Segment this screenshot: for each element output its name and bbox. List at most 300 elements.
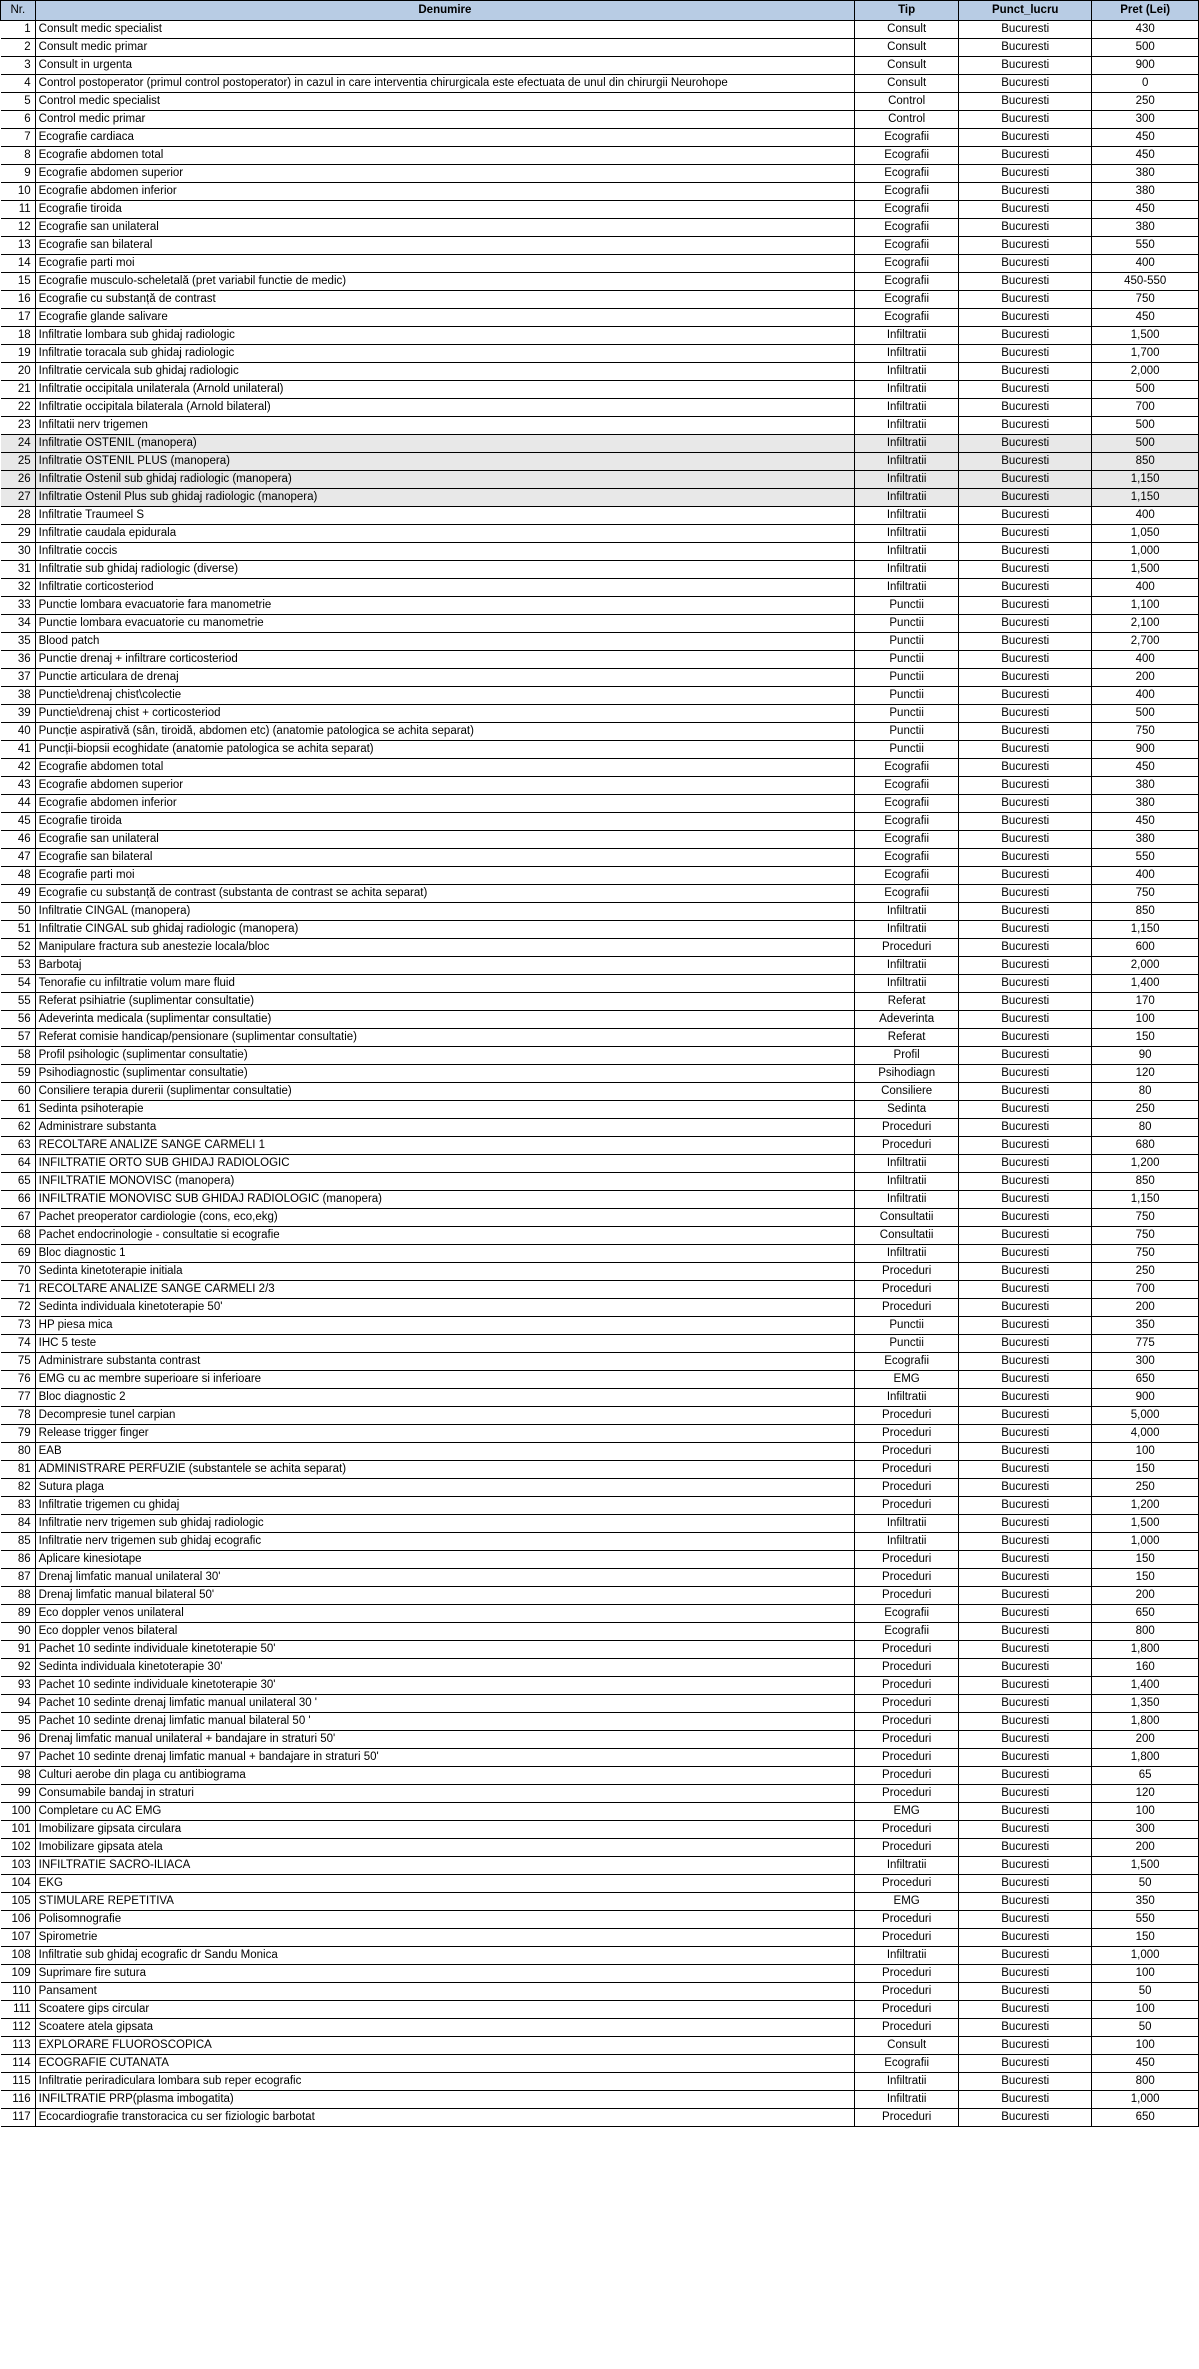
table-row[interactable]	[1, 1497, 1199, 1515]
cell-pret: 1,000	[1092, 543, 1199, 561]
table-row[interactable]	[1, 1803, 1199, 1821]
cell-tip: Ecografii	[855, 147, 959, 165]
table-row[interactable]	[1, 795, 1199, 813]
table-row[interactable]	[1, 2091, 1199, 2109]
cell-tip: Infiltratii	[855, 1245, 959, 1263]
cell-denumire: RECOLTARE ANALIZE SANGE CARMELI 2/3	[35, 1281, 855, 1299]
table-row[interactable]	[1, 21, 1199, 39]
cell-punct-lucru: Bucuresti	[959, 111, 1092, 129]
cell-punct-lucru: Bucuresti	[959, 21, 1092, 39]
table-row[interactable]	[1, 1479, 1199, 1497]
table-row[interactable]	[1, 867, 1199, 885]
cell-punct-lucru: Bucuresti	[959, 345, 1092, 363]
table-row[interactable]	[1, 219, 1199, 237]
cell-denumire: Manipulare fractura sub anestezie locala/bloc	[35, 939, 855, 957]
table-row[interactable]	[1, 1461, 1199, 1479]
table-row[interactable]	[1, 417, 1199, 435]
cell-punct-lucru: Bucuresti	[959, 993, 1092, 1011]
cell-nr: 5	[1, 93, 36, 111]
cell-nr: 46	[1, 831, 36, 849]
table-row[interactable]	[1, 2001, 1199, 2019]
cell-tip: Referat	[855, 1029, 959, 1047]
cell-punct-lucru: Bucuresti	[959, 363, 1092, 381]
cell-pret: 150	[1092, 1029, 1199, 1047]
cell-pret: 1,800	[1092, 1713, 1199, 1731]
cell-punct-lucru: Bucuresti	[959, 2091, 1092, 2109]
cell-pret: 1,500	[1092, 561, 1199, 579]
table-row[interactable]	[1, 93, 1199, 111]
table-row[interactable]	[1, 1425, 1199, 1443]
table-row[interactable]	[1, 345, 1199, 363]
table-row[interactable]	[1, 1965, 1199, 1983]
cell-nr: 16	[1, 291, 36, 309]
cell-tip: Proceduri	[855, 2001, 959, 2019]
cell-punct-lucru: Bucuresti	[959, 219, 1092, 237]
cell-denumire: Consult medic specialist	[35, 21, 855, 39]
cell-nr: 10	[1, 183, 36, 201]
table-row[interactable]	[1, 903, 1199, 921]
table-row[interactable]	[1, 975, 1199, 993]
cell-pret: 750	[1092, 1227, 1199, 1245]
cell-pret: 150	[1092, 1929, 1199, 1947]
cell-punct-lucru: Bucuresti	[959, 1947, 1092, 1965]
table-row[interactable]	[1, 1551, 1199, 1569]
cell-nr: 54	[1, 975, 36, 993]
cell-punct-lucru: Bucuresti	[959, 2073, 1092, 2091]
cell-denumire: Sedinta kinetoterapie initiala	[35, 1263, 855, 1281]
cell-pret: 200	[1092, 1731, 1199, 1749]
table-row[interactable]	[1, 1911, 1199, 1929]
cell-punct-lucru: Bucuresti	[959, 507, 1092, 525]
cell-pret: 80	[1092, 1119, 1199, 1137]
cell-nr: 19	[1, 345, 36, 363]
table-row[interactable]	[1, 705, 1199, 723]
table-row[interactable]	[1, 1569, 1199, 1587]
table-row[interactable]	[1, 1929, 1199, 1947]
table-row[interactable]	[1, 813, 1199, 831]
table-row[interactable]	[1, 2037, 1199, 2055]
cell-tip: Psihodiagn	[855, 1065, 959, 1083]
cell-pret: 700	[1092, 1281, 1199, 1299]
cell-pret: 380	[1092, 165, 1199, 183]
cell-nr: 79	[1, 1425, 36, 1443]
cell-punct-lucru: Bucuresti	[959, 1461, 1092, 1479]
cell-tip: Ecografii	[855, 291, 959, 309]
cell-nr: 80	[1, 1443, 36, 1461]
table-row[interactable]	[1, 1443, 1199, 1461]
table-row[interactable]	[1, 471, 1199, 489]
table-row[interactable]	[1, 1065, 1199, 1083]
cell-nr: 36	[1, 651, 36, 669]
table-row[interactable]	[1, 1029, 1199, 1047]
cell-pret: 750	[1092, 1209, 1199, 1227]
table-row[interactable]	[1, 759, 1199, 777]
cell-tip: Proceduri	[855, 1821, 959, 1839]
cell-nr: 85	[1, 1533, 36, 1551]
cell-pret: 550	[1092, 849, 1199, 867]
table-row[interactable]	[1, 1641, 1199, 1659]
column-header-pret[interactable]: Pret (Lei)	[1092, 1, 1199, 21]
table-row[interactable]	[1, 1209, 1199, 1227]
table-row[interactable]	[1, 1263, 1199, 1281]
table-row[interactable]	[1, 399, 1199, 417]
table-row[interactable]	[1, 2073, 1199, 2091]
cell-tip: Proceduri	[855, 1983, 959, 2001]
cell-tip: Ecografii	[855, 255, 959, 273]
cell-nr: 72	[1, 1299, 36, 1317]
cell-tip: Ecografii	[855, 867, 959, 885]
cell-tip: Punctii	[855, 651, 959, 669]
cell-punct-lucru: Bucuresti	[959, 2019, 1092, 2037]
cell-punct-lucru: Bucuresti	[959, 1677, 1092, 1695]
table-row[interactable]	[1, 1137, 1199, 1155]
cell-punct-lucru: Bucuresti	[959, 2109, 1092, 2127]
cell-denumire: Ecografie cardiaca	[35, 129, 855, 147]
cell-punct-lucru: Bucuresti	[959, 1155, 1092, 1173]
cell-punct-lucru: Bucuresti	[959, 1965, 1092, 1983]
cell-punct-lucru: Bucuresti	[959, 633, 1092, 651]
table-row[interactable]	[1, 2019, 1199, 2037]
cell-punct-lucru: Bucuresti	[959, 1479, 1092, 1497]
table-row[interactable]	[1, 525, 1199, 543]
cell-tip: Proceduri	[855, 1839, 959, 1857]
table-row[interactable]	[1, 183, 1199, 201]
table-row[interactable]	[1, 1875, 1199, 1893]
table-row[interactable]	[1, 1857, 1199, 1875]
cell-pret: 600	[1092, 939, 1199, 957]
cell-punct-lucru: Bucuresti	[959, 471, 1092, 489]
cell-nr: 92	[1, 1659, 36, 1677]
cell-tip: Infiltratii	[855, 1389, 959, 1407]
cell-denumire: Infiltratie lombara sub ghidaj radiologic	[35, 327, 855, 345]
cell-denumire: HP piesa mica	[35, 1317, 855, 1335]
cell-denumire: Infiltratie corticosteriod	[35, 579, 855, 597]
cell-nr: 95	[1, 1713, 36, 1731]
cell-denumire: Barbotaj	[35, 957, 855, 975]
cell-punct-lucru: Bucuresti	[959, 1047, 1092, 1065]
cell-tip: Ecografii	[855, 309, 959, 327]
cell-tip: Proceduri	[855, 1767, 959, 1785]
table-row[interactable]	[1, 1677, 1199, 1695]
table-row[interactable]	[1, 1983, 1199, 2001]
table-row[interactable]	[1, 849, 1199, 867]
table-row[interactable]	[1, 1785, 1199, 1803]
cell-nr: 99	[1, 1785, 36, 1803]
cell-denumire: Ecografie tiroida	[35, 813, 855, 831]
cell-nr: 58	[1, 1047, 36, 1065]
table-row[interactable]	[1, 1191, 1199, 1209]
table-row[interactable]	[1, 291, 1199, 309]
table-row[interactable]	[1, 2109, 1199, 2127]
table-row[interactable]	[1, 957, 1199, 975]
cell-punct-lucru: Bucuresti	[959, 2001, 1092, 2019]
cell-tip: Consult	[855, 2037, 959, 2055]
header-row	[1, 1, 1199, 21]
cell-punct-lucru: Bucuresti	[959, 1407, 1092, 1425]
cell-nr: 1	[1, 21, 36, 39]
cell-tip: Consultatii	[855, 1209, 959, 1227]
cell-denumire: Aplicare kinesiotape	[35, 1551, 855, 1569]
cell-punct-lucru: Bucuresti	[959, 129, 1092, 147]
cell-pret: 1,500	[1092, 1857, 1199, 1875]
table-row[interactable]	[1, 921, 1199, 939]
table-row[interactable]	[1, 1083, 1199, 1101]
cell-pret: 500	[1092, 435, 1199, 453]
cell-tip: Consult	[855, 57, 959, 75]
cell-nr: 116	[1, 2091, 36, 2109]
table-row[interactable]	[1, 165, 1199, 183]
cell-tip: Consultatii	[855, 1227, 959, 1245]
cell-punct-lucru: Bucuresti	[959, 1497, 1092, 1515]
table-row[interactable]	[1, 1695, 1199, 1713]
cell-denumire: Release trigger finger	[35, 1425, 855, 1443]
cell-pret: 2,000	[1092, 363, 1199, 381]
cell-punct-lucru: Bucuresti	[959, 1569, 1092, 1587]
cell-tip: Ecografii	[855, 777, 959, 795]
table-row[interactable]	[1, 993, 1199, 1011]
table-row[interactable]	[1, 1389, 1199, 1407]
table-row[interactable]	[1, 1155, 1199, 1173]
cell-tip: Proceduri	[855, 1137, 959, 1155]
cell-nr: 91	[1, 1641, 36, 1659]
table-row[interactable]	[1, 1605, 1199, 1623]
table-row[interactable]	[1, 1317, 1199, 1335]
table-row[interactable]	[1, 1515, 1199, 1533]
table-row[interactable]	[1, 111, 1199, 129]
cell-denumire: ECOGRAFIE CUTANATA	[35, 2055, 855, 2073]
table-row[interactable]	[1, 255, 1199, 273]
table-row[interactable]	[1, 1353, 1199, 1371]
table-row[interactable]	[1, 57, 1199, 75]
cell-pret: 50	[1092, 2019, 1199, 2037]
table-row[interactable]	[1, 597, 1199, 615]
cell-denumire: INFILTRATIE ORTO SUB GHIDAJ RADIOLOGIC	[35, 1155, 855, 1173]
table-row[interactable]	[1, 363, 1199, 381]
cell-pret: 350	[1092, 1893, 1199, 1911]
table-row[interactable]	[1, 201, 1199, 219]
table-row[interactable]	[1, 39, 1199, 57]
cell-tip: Proceduri	[855, 1407, 959, 1425]
cell-nr: 57	[1, 1029, 36, 1047]
table-row[interactable]	[1, 1281, 1199, 1299]
column-header-denumire[interactable]: Denumire	[35, 1, 855, 21]
table-row[interactable]	[1, 687, 1199, 705]
cell-tip: Infiltratii	[855, 525, 959, 543]
cell-tip: Proceduri	[855, 1263, 959, 1281]
cell-punct-lucru: Bucuresti	[959, 75, 1092, 93]
table-row[interactable]	[1, 831, 1199, 849]
table-row[interactable]	[1, 1299, 1199, 1317]
cell-denumire: Punctie drenaj + infiltrare corticosteriod	[35, 651, 855, 669]
cell-nr: 60	[1, 1083, 36, 1101]
table-row[interactable]	[1, 453, 1199, 471]
table-row[interactable]	[1, 1533, 1199, 1551]
cell-nr: 102	[1, 1839, 36, 1857]
cell-nr: 97	[1, 1749, 36, 1767]
column-header-punct-lucru[interactable]: Punct_lucru	[959, 1, 1092, 21]
cell-tip: Infiltratii	[855, 399, 959, 417]
cell-tip: Proceduri	[855, 1875, 959, 1893]
cell-tip: Ecografii	[855, 1605, 959, 1623]
cell-pret: 250	[1092, 93, 1199, 111]
cell-pret: 650	[1092, 1371, 1199, 1389]
table-row[interactable]	[1, 273, 1199, 291]
cell-pret: 500	[1092, 381, 1199, 399]
table-row[interactable]	[1, 1371, 1199, 1389]
cell-denumire: Sedinta individuala kinetoterapie 50'	[35, 1299, 855, 1317]
table-row[interactable]	[1, 1101, 1199, 1119]
table-row[interactable]	[1, 1749, 1199, 1767]
cell-denumire: INFILTRATIE SACRO-ILIACA	[35, 1857, 855, 1875]
cell-nr: 67	[1, 1209, 36, 1227]
cell-punct-lucru: Bucuresti	[959, 201, 1092, 219]
table-row[interactable]	[1, 885, 1199, 903]
cell-punct-lucru: Bucuresti	[959, 93, 1092, 111]
table-row[interactable]	[1, 741, 1199, 759]
table-row[interactable]	[1, 1227, 1199, 1245]
cell-pret: 50	[1092, 1875, 1199, 1893]
cell-punct-lucru: Bucuresti	[959, 1065, 1092, 1083]
table-row[interactable]	[1, 1407, 1199, 1425]
table-row[interactable]	[1, 75, 1199, 93]
cell-nr: 114	[1, 2055, 36, 2073]
cell-nr: 32	[1, 579, 36, 597]
table-body	[1, 21, 1199, 2127]
table-row[interactable]	[1, 777, 1199, 795]
table-row[interactable]	[1, 561, 1199, 579]
cell-punct-lucru: Bucuresti	[959, 903, 1092, 921]
table-row[interactable]	[1, 1245, 1199, 1263]
table-row[interactable]	[1, 1893, 1199, 1911]
cell-punct-lucru: Bucuresti	[959, 1281, 1092, 1299]
table-row[interactable]	[1, 1623, 1199, 1641]
cell-denumire: Ecografie cu substanță de contrast (substanta de contrast se achita separat)	[35, 885, 855, 903]
cell-pret: 500	[1092, 39, 1199, 57]
column-header-nr[interactable]: Nr.	[1, 1, 36, 21]
cell-denumire: Ecografie san bilateral	[35, 849, 855, 867]
cell-punct-lucru: Bucuresti	[959, 147, 1092, 165]
table-row[interactable]	[1, 1821, 1199, 1839]
table-row[interactable]	[1, 1731, 1199, 1749]
table-row[interactable]	[1, 723, 1199, 741]
cell-denumire: IHC 5 teste	[35, 1335, 855, 1353]
table-row[interactable]	[1, 435, 1199, 453]
cell-punct-lucru: Bucuresti	[959, 1875, 1092, 1893]
table-row[interactable]	[1, 1839, 1199, 1857]
table-row[interactable]	[1, 939, 1199, 957]
cell-denumire: Sutura plaga	[35, 1479, 855, 1497]
cell-nr: 68	[1, 1227, 36, 1245]
cell-nr: 51	[1, 921, 36, 939]
table-row[interactable]	[1, 489, 1199, 507]
cell-pret: 2,000	[1092, 957, 1199, 975]
cell-punct-lucru: Bucuresti	[959, 651, 1092, 669]
cell-nr: 8	[1, 147, 36, 165]
cell-tip: Proceduri	[855, 1749, 959, 1767]
table-row[interactable]	[1, 237, 1199, 255]
cell-denumire: Pachet 10 sedinte drenaj limfatic manual + bandajare in straturi 50'	[35, 1749, 855, 1767]
cell-tip: Infiltratii	[855, 417, 959, 435]
cell-pret: 120	[1092, 1065, 1199, 1083]
table-row[interactable]	[1, 309, 1199, 327]
cell-pret: 400	[1092, 651, 1199, 669]
table-row[interactable]	[1, 1173, 1199, 1191]
cell-pret: 170	[1092, 993, 1199, 1011]
cell-punct-lucru: Bucuresti	[959, 309, 1092, 327]
table-row[interactable]	[1, 147, 1199, 165]
cell-tip: Ecografii	[855, 273, 959, 291]
cell-tip: Proceduri	[855, 1785, 959, 1803]
cell-nr: 98	[1, 1767, 36, 1785]
cell-denumire: Adeverinta medicala (suplimentar consultatie)	[35, 1011, 855, 1029]
table-row[interactable]	[1, 633, 1199, 651]
table-row[interactable]	[1, 579, 1199, 597]
table-row[interactable]	[1, 2055, 1199, 2073]
table-row[interactable]	[1, 507, 1199, 525]
cell-tip: Infiltratii	[855, 435, 959, 453]
table-row[interactable]	[1, 615, 1199, 633]
table-row[interactable]	[1, 1659, 1199, 1677]
cell-denumire: Ecografie musculo-scheletală (pret variabil functie de medic)	[35, 273, 855, 291]
cell-punct-lucru: Bucuresti	[959, 1551, 1092, 1569]
cell-nr: 12	[1, 219, 36, 237]
cell-tip: Infiltratii	[855, 489, 959, 507]
cell-denumire: Infiltratie toracala sub ghidaj radiologic	[35, 345, 855, 363]
table-row[interactable]	[1, 1587, 1199, 1605]
cell-punct-lucru: Bucuresti	[959, 831, 1092, 849]
cell-tip: Ecografii	[855, 201, 959, 219]
table-row[interactable]	[1, 1947, 1199, 1965]
table-row[interactable]	[1, 1335, 1199, 1353]
cell-denumire: Infiltratie occipitala bilaterala (Arnold bilateral)	[35, 399, 855, 417]
cell-denumire: Bloc diagnostic 2	[35, 1389, 855, 1407]
cell-tip: Infiltratii	[855, 1947, 959, 1965]
table-row[interactable]	[1, 1713, 1199, 1731]
table-row[interactable]	[1, 1011, 1199, 1029]
cell-tip: Proceduri	[855, 1497, 959, 1515]
cell-denumire: Bloc diagnostic 1	[35, 1245, 855, 1263]
table-row[interactable]	[1, 1047, 1199, 1065]
cell-nr: 22	[1, 399, 36, 417]
cell-punct-lucru: Bucuresti	[959, 705, 1092, 723]
cell-punct-lucru: Bucuresti	[959, 489, 1092, 507]
table-row[interactable]	[1, 669, 1199, 687]
table-row[interactable]	[1, 327, 1199, 345]
cell-denumire: Profil psihologic (suplimentar consultatie)	[35, 1047, 855, 1065]
column-header-tip[interactable]: Tip	[855, 1, 959, 21]
table-row[interactable]	[1, 381, 1199, 399]
cell-denumire: Infiltratie Ostenil sub ghidaj radiologic (manopera)	[35, 471, 855, 489]
cell-pret: 850	[1092, 903, 1199, 921]
cell-pret: 2,100	[1092, 615, 1199, 633]
table-row[interactable]	[1, 651, 1199, 669]
cell-tip: Proceduri	[855, 1713, 959, 1731]
table-row[interactable]	[1, 543, 1199, 561]
table-row[interactable]	[1, 1119, 1199, 1137]
cell-denumire: Consult medic primar	[35, 39, 855, 57]
table-row[interactable]	[1, 1767, 1199, 1785]
cell-nr: 115	[1, 2073, 36, 2091]
cell-tip: Proceduri	[855, 1695, 959, 1713]
cell-denumire: EXPLORARE FLUOROSCOPICA	[35, 2037, 855, 2055]
cell-pret: 1,200	[1092, 1497, 1199, 1515]
cell-punct-lucru: Bucuresti	[959, 1803, 1092, 1821]
table-row[interactable]	[1, 129, 1199, 147]
cell-tip: Infiltratii	[855, 957, 959, 975]
cell-tip: Proceduri	[855, 1443, 959, 1461]
cell-tip: Sedinta	[855, 1101, 959, 1119]
cell-tip: Infiltratii	[855, 327, 959, 345]
